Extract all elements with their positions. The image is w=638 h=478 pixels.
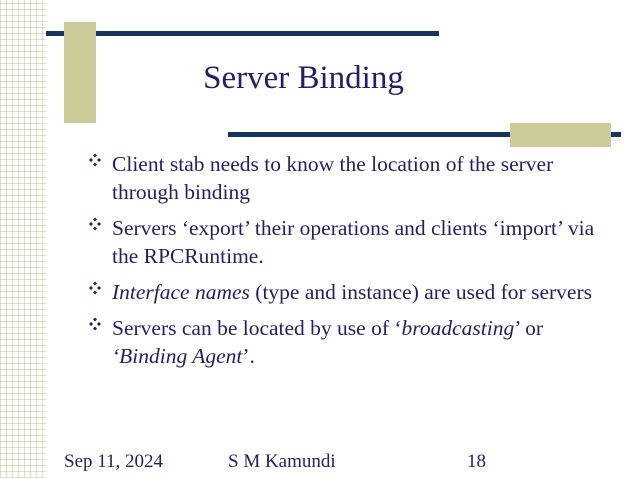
- accent-block-right: [510, 123, 611, 147]
- footer-page-number: 18: [467, 451, 486, 472]
- four-diamond-bullet-icon: [88, 281, 102, 295]
- bullet-text-segment: Servers can be located by use of ‘: [112, 316, 402, 340]
- bullet-text-segment: ’ or: [514, 316, 544, 340]
- four-diamond-bullet-icon: [88, 317, 102, 331]
- bullet-item: [88, 314, 608, 370]
- footer-date: Sep 11, 2024: [64, 451, 164, 472]
- bullet-text-segment: Servers ‘export’ their operations and clients ‘import’ via the RPCRuntime.: [112, 216, 595, 268]
- accent-block-left: [64, 22, 96, 123]
- bullet-text-segment: (type and instance) are used for servers: [249, 280, 592, 304]
- checkered-side-strip: [0, 0, 46, 478]
- four-diamond-bullet-icon: [88, 153, 102, 167]
- four-diamond-bullet-icon: [88, 217, 102, 231]
- title-rule-top: [46, 31, 439, 36]
- bullet-item: [88, 214, 608, 270]
- bullet-item: [88, 150, 608, 206]
- bullet-text-segment: Interface names: [112, 280, 250, 304]
- bullet-text-segment: broadcasting: [401, 316, 515, 340]
- footer-author: S M Kamundi: [228, 451, 336, 472]
- bullet-text-segment: ’.: [242, 344, 255, 368]
- bullet-item: [88, 278, 608, 306]
- bullet-text-segment: Client stab needs to know the location of the server through binding: [112, 152, 554, 204]
- bullet-text-segment: ‘Binding Agent: [112, 344, 243, 368]
- bullet-list: [88, 150, 608, 378]
- slide-title: Server Binding: [203, 60, 404, 96]
